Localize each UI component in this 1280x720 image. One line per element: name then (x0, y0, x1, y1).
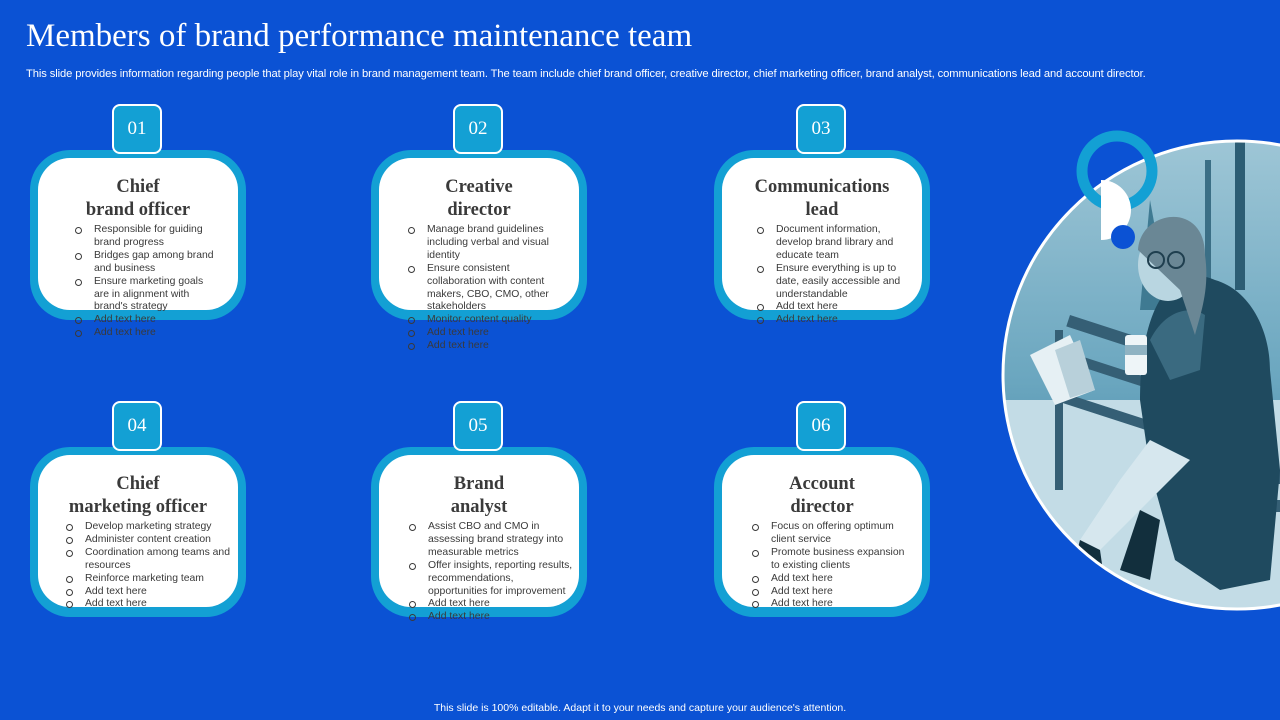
number-badge: 06 (796, 401, 846, 451)
bullet-list (757, 224, 907, 327)
bullet-item: Add text here (409, 611, 574, 624)
bullet-list (75, 224, 220, 340)
member-card-account-director (714, 401, 930, 617)
card-title: Creative director (445, 177, 513, 220)
bullet-item: Add text here (408, 340, 568, 353)
bullet-item: Add text here (409, 598, 574, 611)
bullet-item: Document information, develop brand library and educate team (757, 224, 907, 263)
card-title: Brand analyst (450, 474, 508, 517)
bullet-item: Ensure marketing goals are in alignment with brand's strategy (75, 276, 220, 315)
card-title: Chief marketing officer (68, 474, 208, 517)
bullet-item: Add text here (66, 586, 231, 599)
bullet-item: Add text here (66, 598, 231, 611)
bullet-item: Focus on offering optimum client service (752, 521, 912, 547)
bullet-item: Offer insights, reporting results, recommendations, opportunities for improvement (409, 560, 574, 599)
bullet-list (66, 521, 231, 611)
number-badge: 01 (112, 104, 162, 154)
page-title: Members of brand performance maintenance team (26, 18, 693, 54)
bullet-item: Add text here (757, 314, 907, 327)
bullet-item: Add text here (752, 598, 912, 611)
number-badge: 04 (112, 401, 162, 451)
bullet-item: Add text here (75, 327, 220, 340)
member-card-chief-brand-officer (30, 104, 246, 339)
bullet-item: Add text here (757, 301, 907, 314)
page-subtitle: This slide provides information regarding people that play vital role in brand management team. The team include chief brand officer, creative director, chief marketing officer, brand analyst, communications lead and account director. (26, 68, 1146, 80)
bullet-list (408, 224, 568, 353)
member-card-communications-lead (714, 104, 930, 326)
bullet-item: Bridges gap among brand and business (75, 250, 220, 276)
number-badge: 03 (796, 104, 846, 154)
bullet-item: Coordination among teams and resources (66, 547, 231, 573)
bullet-item: Add text here (408, 327, 568, 340)
bullet-item: Assist CBO and CMO in assessing brand strategy into measurable metrics (409, 521, 574, 560)
bullet-item: Responsible for guiding brand progress (75, 224, 220, 250)
card-title: Communications lead (754, 177, 890, 220)
bullet-item: Add text here (75, 314, 220, 327)
bullet-item: Ensure consistent collaboration with content makers, CBO, CMO, other stakeholders (408, 263, 568, 315)
member-card-creative-director (371, 104, 587, 352)
bullet-item: Monitor content quality (408, 314, 568, 327)
footer-note: This slide is 100% editable. Adapt it to your needs and capture your audience's attention. (433, 702, 847, 714)
bullet-item: Add text here (752, 573, 912, 586)
number-badge: 02 (453, 104, 503, 154)
bullet-item: Ensure everything is up to date, easily accessible and understandable (757, 263, 907, 302)
bullet-item: Manage brand guidelines including verbal and visual identity (408, 224, 568, 263)
bullet-list (752, 521, 912, 611)
member-card-chief-marketing-officer (30, 401, 246, 617)
bullet-item: Administer content creation (66, 534, 231, 547)
card-title: Chief brand officer (85, 177, 191, 220)
bullet-item: Promote business expansion to existing clients (752, 547, 912, 573)
number-badge: 05 (453, 401, 503, 451)
member-card-brand-analyst (371, 401, 587, 623)
bullet-list (409, 521, 574, 624)
team-member-photo (1000, 140, 1280, 625)
bullet-item: Develop marketing strategy (66, 521, 231, 534)
card-title: Account director (789, 474, 855, 517)
bullet-item: Reinforce marketing team (66, 573, 231, 586)
bullet-item: Add text here (752, 586, 912, 599)
